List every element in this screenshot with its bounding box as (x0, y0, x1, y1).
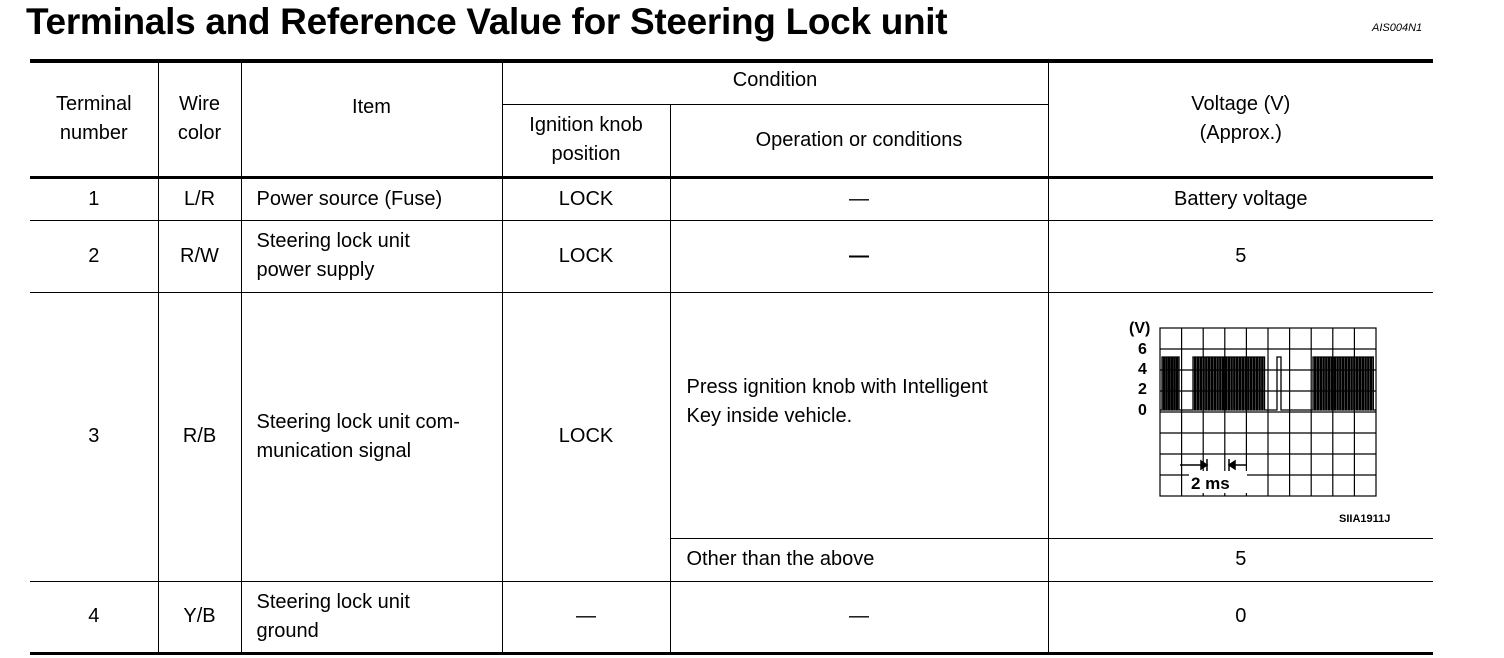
operation-line: Key inside vehicle. (686, 405, 853, 427)
voltage-cell: Battery voltage (1048, 177, 1433, 220)
header-terminal-line1: Terminal (55, 93, 132, 116)
header-wire-color (158, 61, 241, 177)
header-ignition-line1: Ignition knob (529, 114, 643, 136)
operation-cell: — (670, 177, 1048, 220)
wire-color-cell: R/B (158, 292, 241, 581)
item-line: Steering lock unit com- (256, 410, 460, 433)
operation-line: Press ignition knob with Intelligent (686, 376, 988, 398)
table-row (30, 177, 1433, 220)
reference-code: AIS004N1 (1372, 22, 1423, 34)
ignition-cell: LOCK (502, 177, 670, 220)
waveform-tick-2: 2 (1137, 380, 1147, 398)
page-title: Terminals and Reference Value for Steering Lock unit (26, 1, 948, 42)
header-voltage-line1: Voltage (V) (1191, 93, 1291, 116)
waveform-grid (1160, 328, 1376, 496)
terminal-cell: 2 (30, 220, 158, 292)
header-terminal-number (30, 61, 158, 177)
table-row (30, 292, 1433, 538)
wire-color-cell: L/R (158, 177, 241, 220)
waveform-unit-label: (V) (1128, 319, 1150, 337)
operation-cell: — (670, 581, 1048, 653)
header-operation-label: Operation or conditions (755, 128, 963, 151)
ignition-cell: — (502, 581, 670, 653)
waveform-tick-0: 0 (1137, 401, 1147, 419)
table-row (30, 581, 1433, 653)
header-ignition-knob-position (502, 104, 670, 177)
voltage-cell: 5 (1048, 538, 1433, 581)
item-line: Power source (Fuse) (256, 187, 443, 210)
ignition-cell: LOCK (502, 292, 670, 581)
item-line: munication signal (256, 439, 412, 462)
item-line: Steering lock unit (256, 590, 410, 613)
header-wire-line2: color (177, 122, 222, 145)
header-operation-or-conditions (670, 104, 1048, 177)
voltage-cell: 0 (1048, 581, 1433, 653)
ignition-cell: LOCK (502, 220, 670, 292)
wire-color-cell: Y/B (158, 581, 241, 653)
waveform-tick-6: 6 (1137, 340, 1147, 358)
grid-lines (1160, 328, 1376, 496)
item-line: Steering lock unit (256, 230, 410, 252)
table-row (30, 220, 1433, 292)
header-item (241, 61, 502, 177)
item-cell (241, 177, 502, 220)
terminal-reference-table (30, 59, 1433, 655)
terminal-cell: 3 (30, 292, 158, 581)
header-ignition-line2: position (551, 143, 621, 165)
wire-color-cell: R/W (158, 220, 241, 292)
item-line: power supply (256, 259, 375, 281)
header-wire-line1: Wire (178, 93, 221, 116)
item-cell (241, 581, 502, 653)
header-item-label: Item (352, 95, 391, 118)
waveform-figure (1049, 293, 1434, 538)
operation-cell (670, 292, 1048, 538)
operation-cell: — (670, 220, 1048, 292)
figure-code: SIIA1911J (1338, 512, 1390, 525)
voltage-cell (1048, 292, 1433, 538)
header-voltage (1048, 61, 1433, 177)
waveform-tick-4: 4 (1137, 360, 1147, 378)
item-cell (241, 220, 502, 292)
header-condition (502, 61, 1048, 104)
terminal-cell: 1 (30, 177, 158, 220)
item-cell (241, 292, 502, 581)
voltage-cell: 5 (1048, 220, 1433, 292)
header-terminal-line2: number (59, 122, 128, 145)
header-condition-label: Condition (732, 68, 818, 91)
header-voltage-line2: (Approx.) (1199, 122, 1282, 145)
operation-cell (670, 538, 1048, 581)
terminal-cell: 4 (30, 581, 158, 653)
item-line: ground (256, 619, 319, 642)
time-scale-marker (1180, 459, 1247, 471)
operation-line: Other than the above (686, 548, 875, 570)
waveform-time-label: 2 ms (1190, 473, 1230, 493)
